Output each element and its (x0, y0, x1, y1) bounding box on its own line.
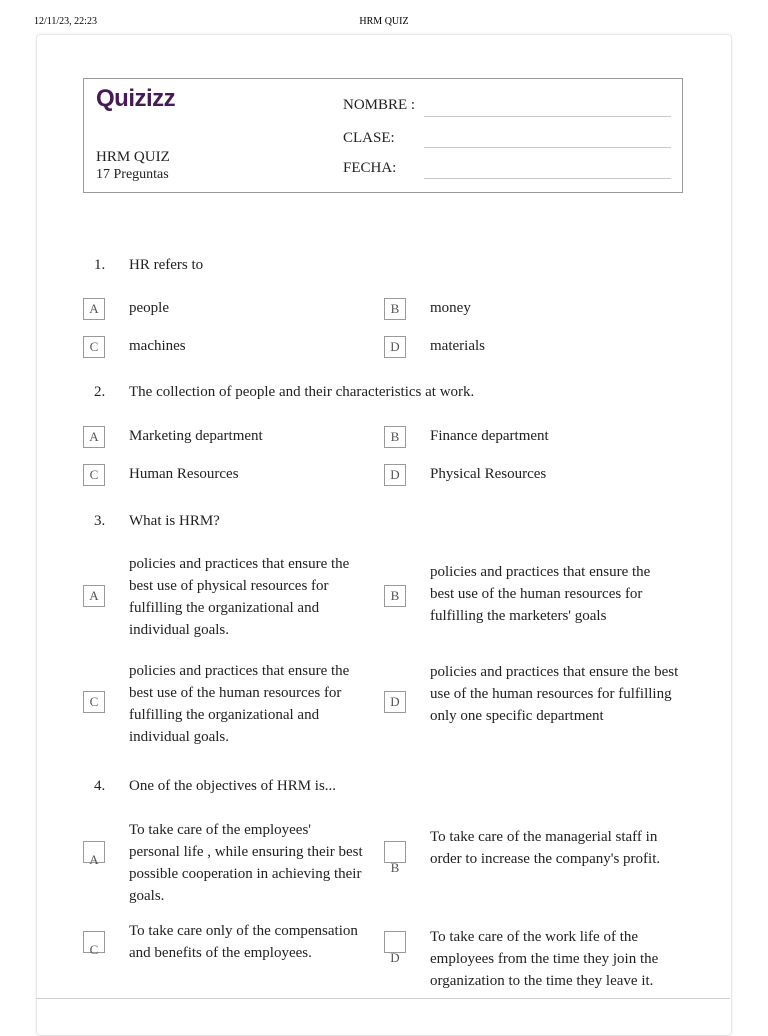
question-text: What is HRM? (129, 513, 220, 529)
class-field[interactable] (424, 147, 671, 148)
option-a-text: people (129, 300, 169, 316)
option-b-box[interactable]: B (384, 298, 406, 320)
question-count: 17 Preguntas (96, 167, 169, 182)
option-d-box[interactable]: D (384, 931, 406, 953)
name-label: NOMBRE : (343, 97, 416, 113)
option-a-text: To take care of the employees' personal life , while ensuring their best possible cooperation in achieving their goals. (129, 822, 363, 904)
question-number: 2. (94, 384, 106, 400)
option-c-box[interactable]: C (83, 464, 105, 486)
date-label: FECHA: (343, 160, 397, 176)
option-b-box[interactable]: B (384, 426, 406, 448)
print-datetime: 12/11/23, 22:23 (34, 16, 97, 27)
option-d-text: materials (430, 338, 485, 354)
option-d-box[interactable]: D (384, 336, 406, 358)
option-d-text: Physical Resources (430, 466, 547, 482)
option-a-box[interactable]: A (83, 585, 105, 607)
page-footer-divider (36, 998, 730, 1001)
quizizz-logo: Quizizz (96, 85, 176, 112)
option-a-text: Marketing department (129, 428, 263, 444)
option-d-text: To take care of the work life of the employees from the time they join the organization to the time they leave it. (430, 929, 659, 989)
option-a-box[interactable]: A (83, 841, 105, 863)
worksheet-header (83, 78, 683, 193)
class-label: CLASE: (343, 130, 395, 146)
option-c-text: Human Resources (129, 466, 239, 482)
option-b-box[interactable]: B (384, 585, 406, 607)
name-field[interactable] (424, 116, 671, 117)
option-d-box[interactable]: D (384, 464, 406, 486)
question-number: 4. (94, 778, 106, 794)
option-d-text: policies and practices that ensure the best use of the human resources for fulfilling only one specific department (430, 664, 679, 724)
date-field[interactable] (424, 178, 671, 179)
question-text: The collection of people and their characteristics at work. (129, 384, 475, 400)
print-header (0, 16, 768, 30)
option-d-box[interactable]: D (384, 691, 406, 713)
option-c-box[interactable]: C (83, 691, 105, 713)
option-c-box[interactable]: C (83, 931, 105, 953)
option-c-text: policies and practices that ensure the best use of the human resources for fulfilling the organizational and individual goals. (129, 663, 350, 745)
option-c-box[interactable]: C (83, 336, 105, 358)
option-a-text: policies and practices that ensure the best use of physical resources for fulfilling the organizational and individual goals. (129, 556, 350, 638)
option-a-box[interactable]: A (83, 426, 105, 448)
option-c-text: machines (129, 338, 186, 354)
option-b-text: To take care of the managerial staff in order to increase the company's profit. (430, 829, 661, 867)
option-c-text: To take care only of the compensation and benefits of the employees. (129, 923, 358, 961)
question-text: One of the objectives of HRM is... (129, 778, 337, 794)
option-b-text: Finance department (430, 428, 549, 444)
option-a-box[interactable]: A (83, 298, 105, 320)
question-number: 3. (94, 513, 106, 529)
option-b-text: policies and practices that ensure the best use of the human resources for fulfilling the marketers' goals (430, 564, 651, 624)
print-title: HRM QUIZ (359, 16, 409, 27)
quiz-title: HRM QUIZ (96, 149, 170, 165)
option-b-text: money (430, 300, 471, 316)
question-text: HR refers to (129, 257, 204, 273)
question-number: 1. (94, 257, 106, 273)
option-b-box[interactable]: B (384, 841, 406, 863)
